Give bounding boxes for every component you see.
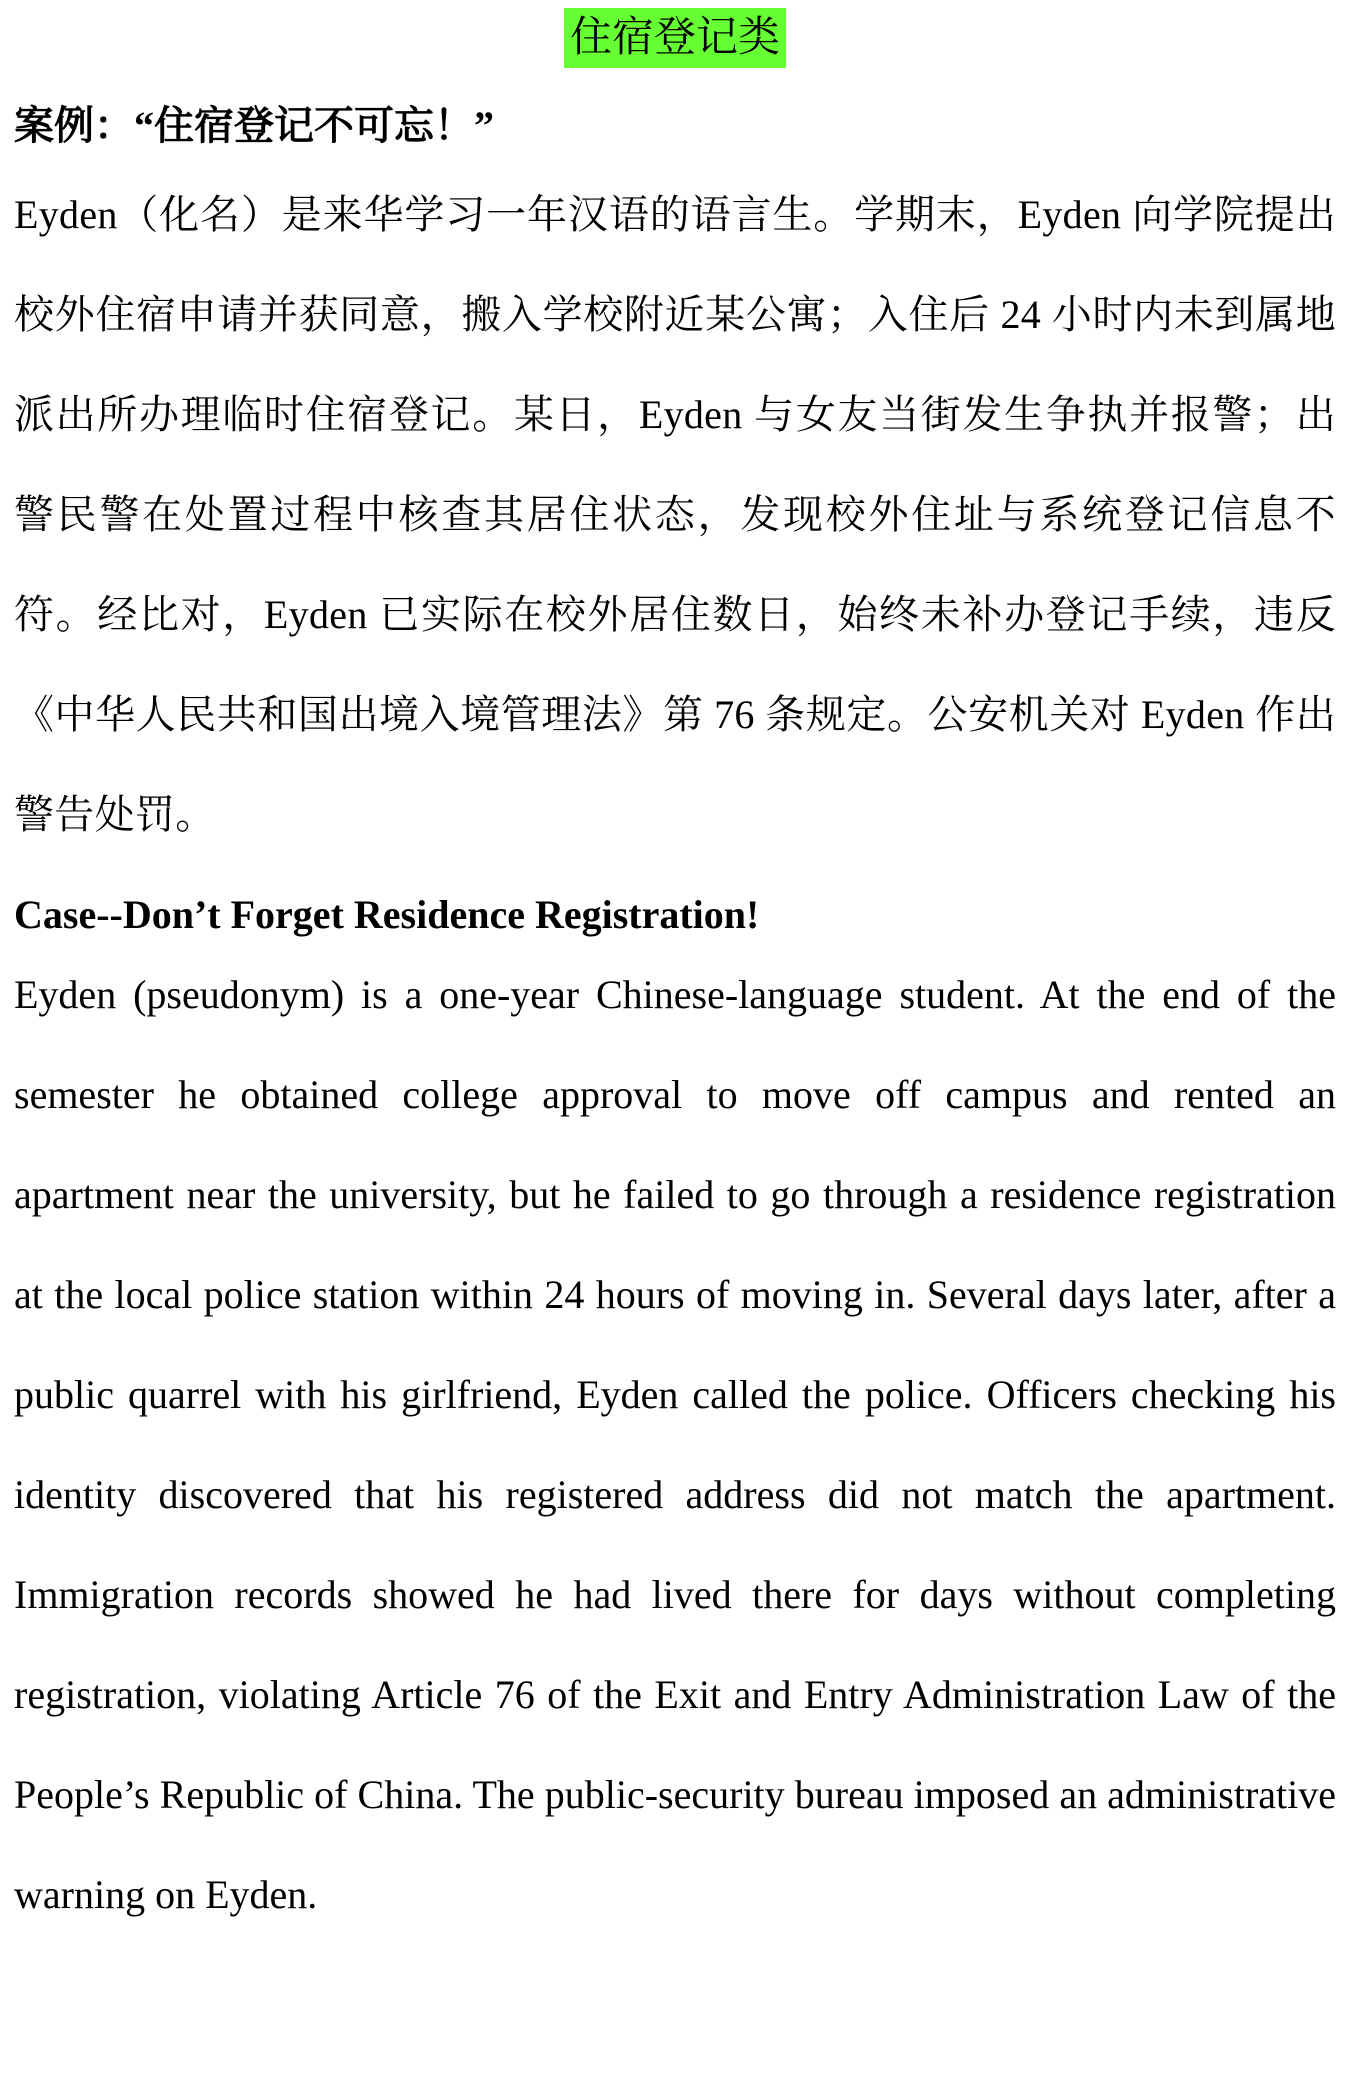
- case-title-english: Case--Don’t Forget Residence Registration!: [14, 892, 760, 937]
- case-body-chinese: Eyden（化名）是来华学习一年汉语的语言生。学期末，Eyden 向学院提出校外住宿申请并获同意，搬入学校附近某公寓；入住后 24 小时内未到属地派出所办理临时住宿登记。某日，Eyden 与女友当街发生争执并报警；出警民警在处置过程中核查其居住状态，发现校外住址与系统登记信息不符。经比对，Eyden 已实际在校外居住数日，始终未补办登记手续，违反《中华人民共和国出境入境管理法》第 76 条规定。公安机关对 Eyden 作出警告处罚。: [14, 192, 1336, 837]
- heading-container: [14, 0, 1336, 78]
- case-body-english: Eyden (pseudonym) is a one-year Chinese-language student. At the end of the semester he obtained college approval to move off campus and rented an apartment near the university, but he failed to go through a residence registration at the local police station within 24 hours of moving in. Several days later, after a public quarrel with his girlfriend, Eyden called the police. Officers checking his identity discovered that his registered address did not match the apartment. Immigration records showed he had lived there for days without completing registration, violating Article 76 of the Exit and Entry Administration Law of the People’s Republic of China. The public-security bureau imposed an administrative warning on Eyden.: [14, 972, 1336, 1917]
- case-title-chinese: 案例：“住宿登记不可忘！”: [14, 103, 494, 148]
- section-heading: 住宿登记类: [564, 8, 786, 68]
